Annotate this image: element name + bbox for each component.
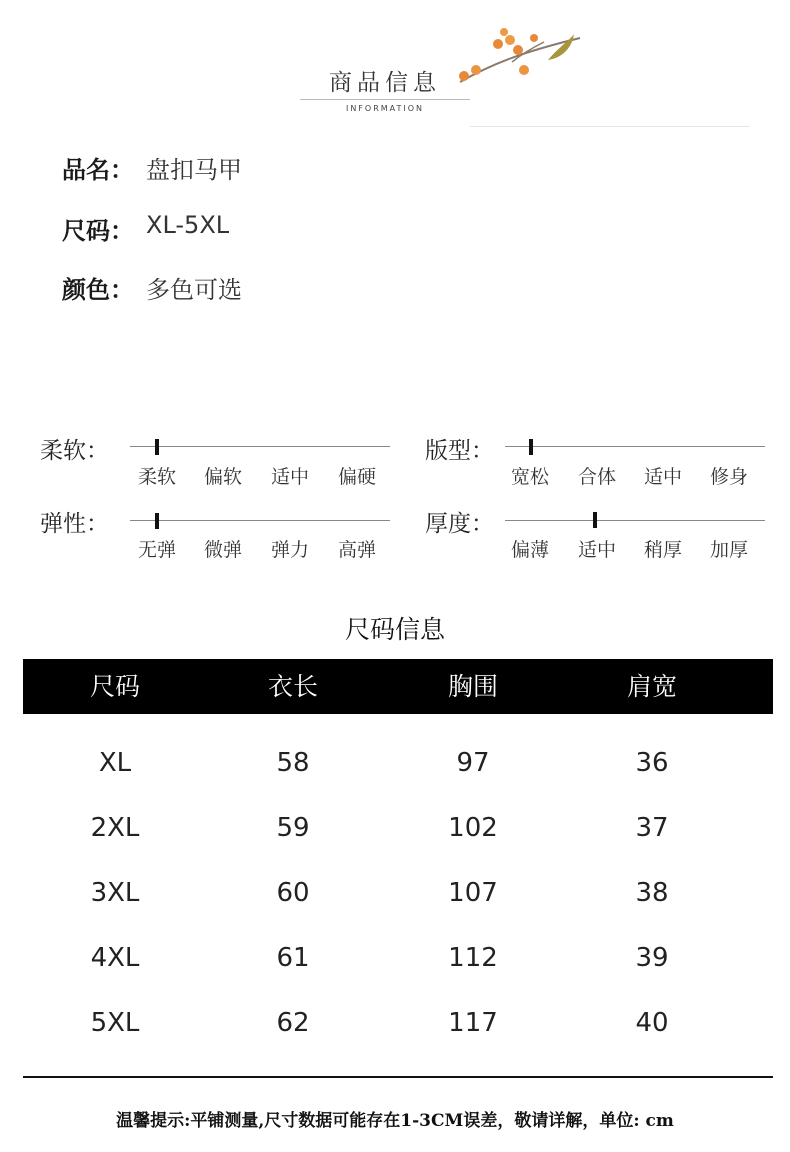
column-header-shoulder: 肩宽: [626, 672, 677, 701]
table-cell: 2XL: [90, 813, 140, 843]
attr-label-fit: 版型：: [425, 438, 494, 464]
section-title: 商品信息: [329, 70, 441, 96]
header-divider: [300, 99, 470, 100]
table-cell: 40: [635, 1008, 669, 1038]
info-value: 多色可选: [146, 276, 242, 304]
info-label: 品名：: [62, 156, 134, 184]
attr-option: 稍厚: [643, 539, 682, 561]
info-row-name: [62, 150, 242, 185]
info-row-size: [62, 211, 229, 246]
attr-option: 适中: [577, 539, 616, 561]
persimmon-branch-icon: [452, 24, 592, 98]
table-cell: 3XL: [90, 878, 140, 908]
table-cell: 107: [448, 878, 498, 908]
attr-option: 偏硬: [337, 466, 376, 488]
measurement-note: 温馨提示:平铺测量,尺寸数据可能存在1-3CM误差，敬请详解，单位: cm: [116, 1111, 674, 1131]
column-header-bust: 胸围: [447, 672, 498, 701]
info-row-color: [62, 270, 242, 305]
size-table-title: 尺码信息: [344, 615, 445, 644]
table-cell: 4XL: [90, 943, 140, 973]
table-cell: 58: [276, 748, 310, 778]
attr-marker: [155, 439, 159, 455]
table-cell: 37: [635, 813, 669, 843]
table-cell: 36: [635, 748, 669, 778]
attr-option: 宽松: [510, 466, 549, 488]
attr-label-elasticity: 弹性：: [40, 511, 109, 537]
attr-option: 偏软: [203, 466, 242, 488]
table-cell: 59: [276, 813, 310, 843]
attr-scale-line: [130, 520, 390, 521]
table-cell: 97: [456, 748, 490, 778]
attr-option: 高弹: [337, 539, 376, 561]
header-accent-line: [470, 126, 750, 127]
table-cell: 5XL: [90, 1008, 140, 1038]
info-value: XL-5XL: [146, 211, 230, 239]
attr-option: 微弹: [203, 539, 242, 561]
attr-option: 适中: [643, 466, 682, 488]
table-cell: 61: [276, 943, 310, 973]
attr-scale-line: [505, 520, 765, 521]
attr-marker: [593, 512, 597, 528]
table-cell: 102: [448, 813, 498, 843]
attr-option: 偏薄: [510, 539, 549, 561]
attr-label-softness: 柔软：: [40, 438, 109, 464]
attr-marker: [529, 439, 533, 455]
column-header-length: 衣长: [267, 672, 318, 701]
table-bottom-rule: [23, 1076, 773, 1078]
table-cell: XL: [98, 748, 132, 778]
info-label: 尺码：: [62, 217, 134, 245]
size-table-header: [23, 659, 773, 714]
attr-option: 加厚: [709, 539, 748, 561]
table-cell: 60: [276, 878, 310, 908]
table-cell: 62: [276, 1008, 310, 1038]
attr-option: 适中: [270, 466, 309, 488]
column-header-size: 尺码: [89, 672, 140, 701]
section-subtitle: INFORMATION: [345, 104, 425, 113]
info-label: 颜色：: [62, 276, 134, 304]
table-cell: 112: [448, 943, 498, 973]
attr-scale-line: [130, 446, 390, 447]
attr-option: 无弹: [137, 539, 176, 561]
attr-marker: [155, 513, 159, 529]
attr-option: 弹力: [270, 539, 309, 561]
table-cell: 39: [635, 943, 669, 973]
attr-option: 柔软: [137, 466, 176, 488]
attr-label-thickness: 厚度：: [425, 511, 494, 537]
attr-option: 修身: [709, 466, 748, 488]
info-value: 盘扣马甲: [146, 156, 242, 184]
attr-option: 合体: [577, 466, 616, 488]
table-cell: 117: [448, 1008, 498, 1038]
table-cell: 38: [635, 878, 669, 908]
attr-scale-line: [505, 446, 765, 447]
